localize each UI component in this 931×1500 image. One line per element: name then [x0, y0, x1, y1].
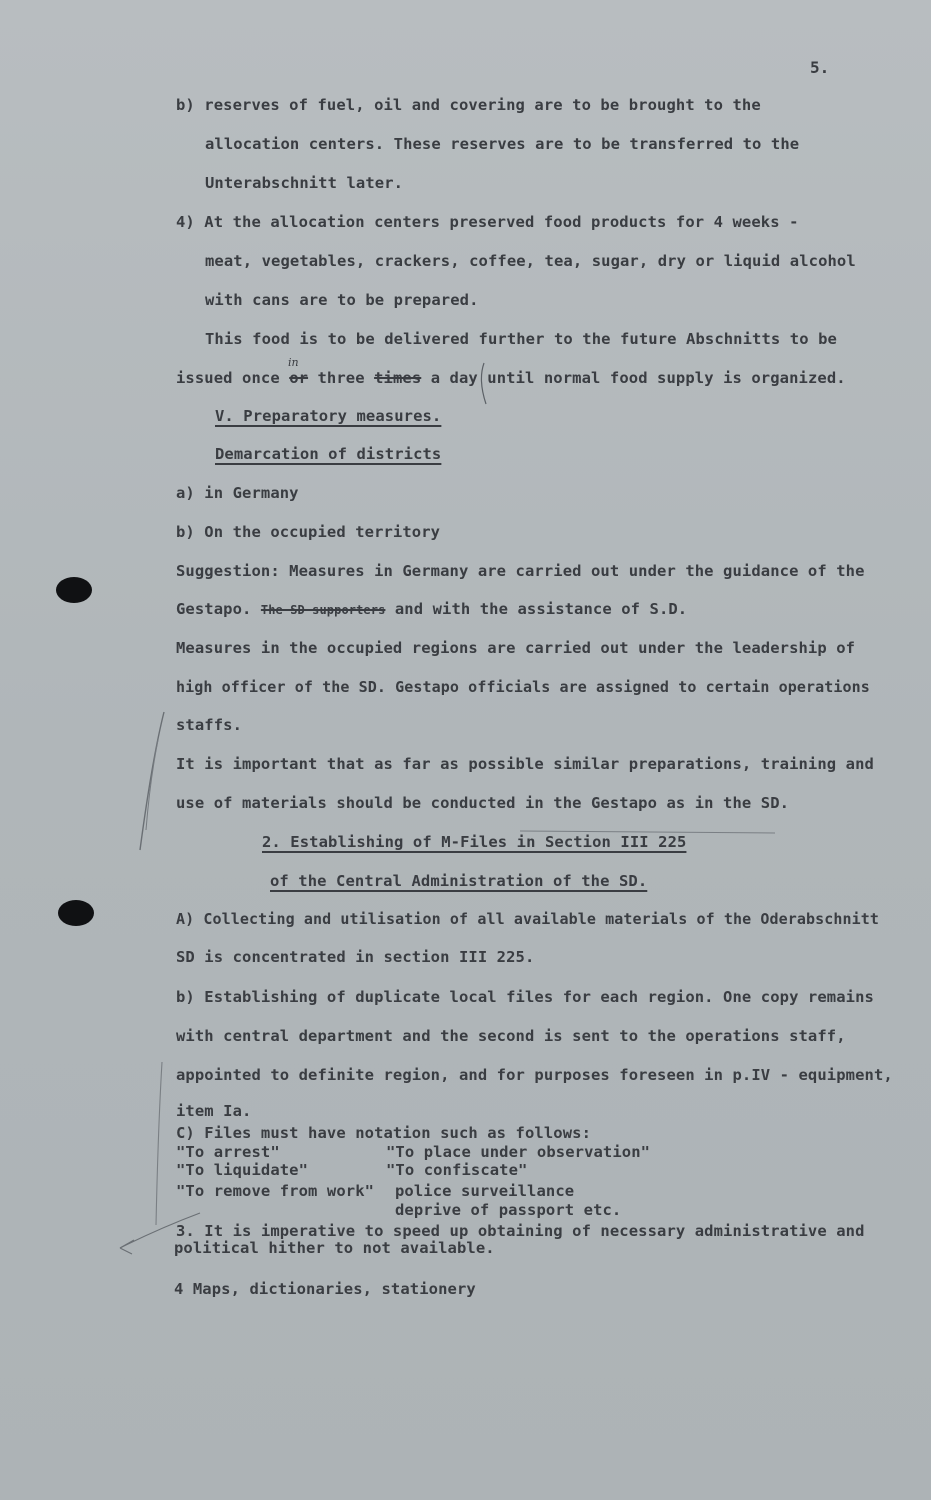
text-line: Measures in the occupied regions are carried out under the leadership of	[176, 639, 856, 657]
text-line: C) Files must have notation such as follows:	[176, 1124, 591, 1142]
notation-item: police surveillance	[395, 1182, 575, 1200]
text-segment: a day until normal food supply is organized.	[421, 369, 846, 387]
pencil-arrow	[120, 1213, 200, 1248]
text-line: allocation centers. These reserves are to be transferred to the	[205, 135, 800, 153]
notation-item: "To arrest"	[176, 1143, 280, 1161]
struck-text: The SD supporters	[260, 603, 386, 617]
text-line: meat, vegetables, crackers, coffee, tea, sugar, dry or liquid alcohol	[205, 252, 856, 270]
text-line: 4 Maps, dictionaries, stationery	[174, 1280, 476, 1298]
text-line: item Ia.	[176, 1102, 252, 1120]
subsection-heading: Demarcation of districts	[215, 445, 442, 463]
text-line: appointed to definite region, and for purposes foreseen in p.IV - equipment,	[176, 1066, 893, 1084]
text-line: Unterabschnitt later.	[205, 174, 404, 192]
pencil-slash	[481, 363, 486, 404]
pencil-margin-line	[156, 1062, 162, 1225]
text-line: with cans are to be prepared.	[205, 291, 479, 309]
struck-text: or	[289, 369, 309, 387]
text-line: 3. It is imperative to speed up obtaining of necessary administrative and	[176, 1222, 865, 1240]
text-segment: issued once	[176, 369, 290, 387]
pencil-margin-line	[146, 740, 158, 830]
notation-item: "To remove from work"	[176, 1182, 375, 1200]
text-segment: Gestapo.	[176, 600, 261, 618]
text-segment: and with the assistance of S.D.	[385, 600, 688, 618]
pencil-underline	[520, 831, 775, 833]
text-line: use of materials should be conducted in the Gestapo as in the SD.	[176, 794, 790, 812]
text-line: It is important that as far as possible similar preparations, training and	[176, 755, 874, 773]
pencil-margin-line	[140, 712, 164, 850]
text-segment: three	[308, 369, 375, 387]
struck-text: times	[374, 369, 422, 387]
text-line: high officer of the SD. Gestapo officials are assigned to certain operations	[176, 678, 870, 696]
notation-item: deprive of passport etc.	[395, 1201, 622, 1219]
page-number: 5.	[810, 58, 830, 77]
text-line: staffs.	[176, 716, 243, 734]
text-line: with central department and the second is sent to the operations staff,	[176, 1027, 846, 1045]
text-line: a) in Germany	[176, 484, 299, 502]
notation-item: "To confiscate"	[386, 1161, 528, 1179]
text-line: political hither to not available.	[174, 1239, 495, 1257]
notation-item: "To liquidate"	[176, 1161, 309, 1179]
text-line: b) Establishing of duplicate local files for each region. One copy remains	[176, 988, 874, 1006]
text-line: A) Collecting and utilisation of all available materials of the Oderabschnitt	[176, 910, 880, 928]
text-line: b) reserves of fuel, oil and covering are to be brought to the	[176, 96, 761, 114]
text-line: This food is to be delivered further to the future Abschnitts to be	[205, 330, 837, 348]
text-line: Suggestion: Measures in Germany are carried out under the guidance of the	[176, 562, 865, 580]
handwritten-insert: in	[288, 356, 299, 369]
text-line: SD is concentrated in section III 225.	[176, 948, 535, 966]
notation-item: "To place under observation"	[386, 1143, 651, 1161]
section-heading: of the Central Administration of the SD.	[270, 872, 648, 890]
section-heading: V. Preparatory measures.	[215, 407, 442, 425]
section-heading: 2. Establishing of M-Files in Section III 225	[262, 833, 687, 851]
text-line: b) On the occupied territory	[176, 523, 441, 541]
text-line: 4) At the allocation centers preserved food products for 4 weeks -	[176, 213, 799, 231]
